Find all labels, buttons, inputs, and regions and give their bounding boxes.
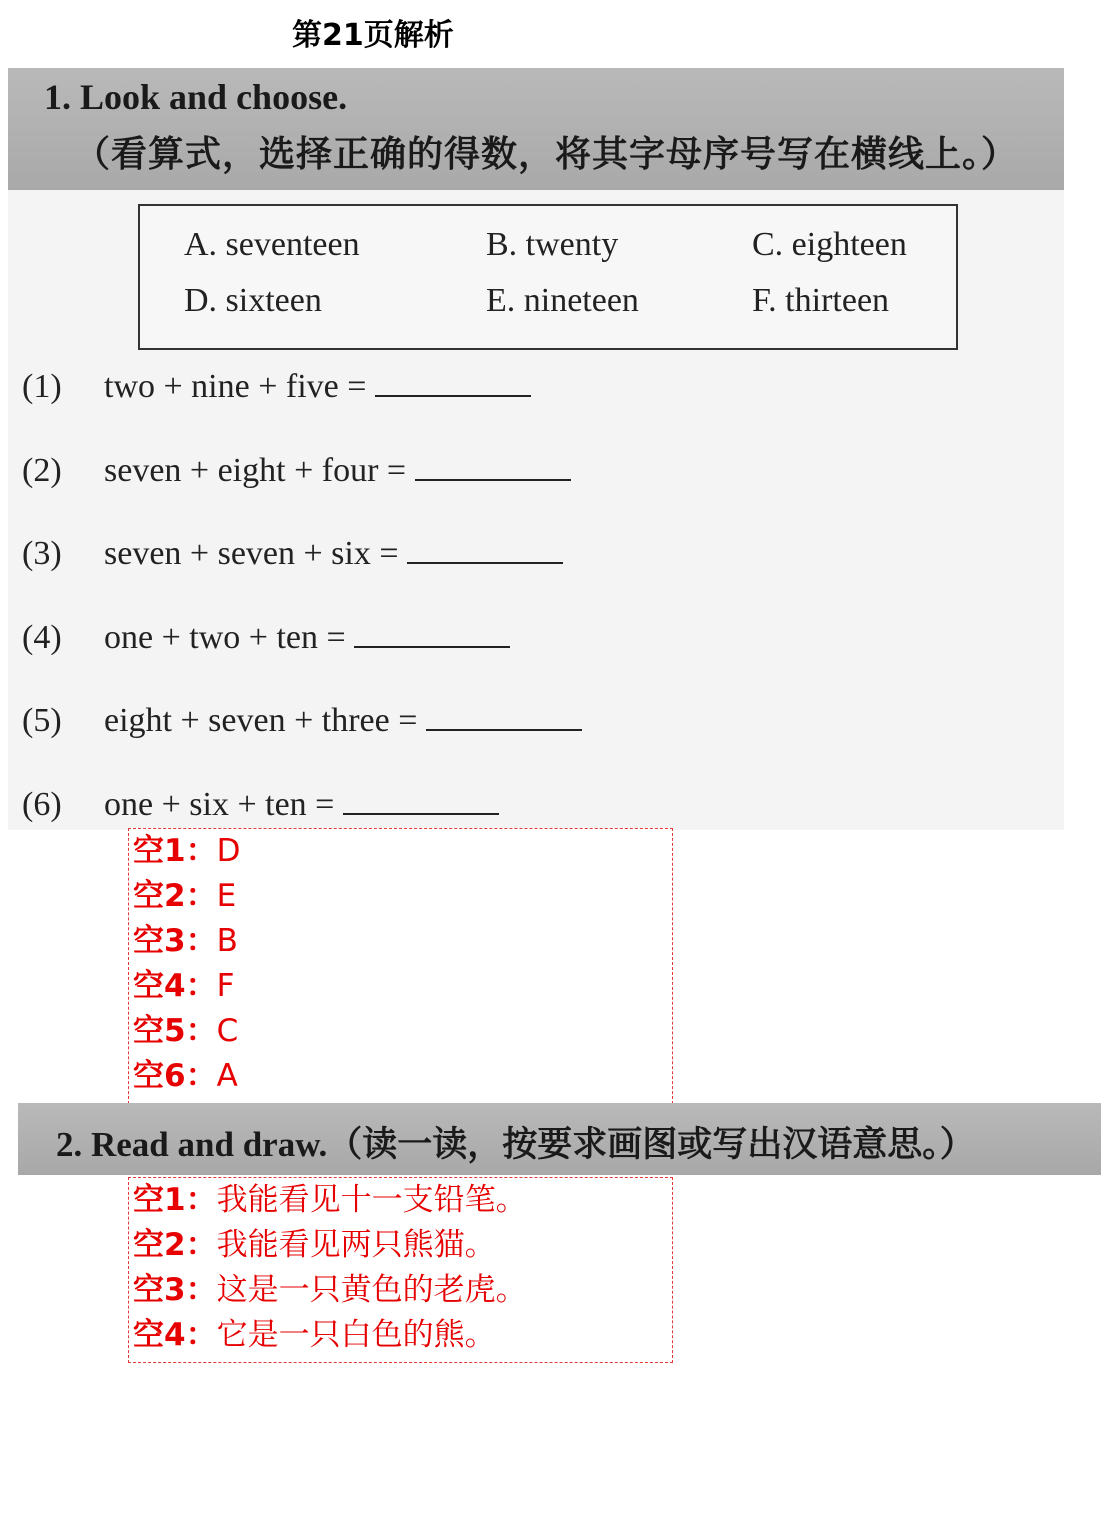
option-c: C. eighteen	[752, 226, 907, 263]
answer-value: F	[216, 968, 235, 1004]
question-5	[22, 702, 582, 740]
answer-line	[129, 1223, 672, 1268]
answer-line	[129, 964, 672, 1009]
option-e: E. nineteen	[486, 282, 639, 319]
answer-label: 空3：	[133, 1272, 217, 1308]
answer-label: 空6：	[133, 1058, 217, 1094]
answer-blank	[354, 620, 510, 648]
question-number: (1)	[22, 368, 62, 405]
answer-value: 这是一只黄色的老虎。	[216, 1272, 527, 1308]
question-text: seven + seven + six =	[104, 535, 399, 572]
exercise-2-title: 2. Read and draw.（读一读，按要求画图或写出汉语意思。）	[56, 1125, 975, 1164]
answer-line	[129, 1268, 672, 1313]
option-b: B. twenty	[486, 226, 619, 263]
answer-line	[129, 1313, 672, 1358]
exercise-2-header	[18, 1103, 1101, 1175]
question-3	[22, 535, 563, 573]
question-text: two + nine + five =	[104, 368, 367, 405]
answer-label: 空1：	[133, 1182, 217, 1218]
exercise-1-header	[8, 68, 1064, 190]
question-text: one + two + ten =	[104, 619, 346, 656]
answer-blank	[415, 453, 571, 481]
option-d: D. sixteen	[184, 282, 322, 319]
answer-line	[129, 1054, 672, 1099]
answer-line	[129, 1009, 672, 1054]
answer-label: 空1：	[133, 833, 217, 869]
question-text: one + six + ten =	[104, 786, 335, 823]
answer-label: 空2：	[133, 878, 217, 914]
answer-label: 空3：	[133, 923, 217, 959]
options-box	[138, 204, 958, 350]
question-1	[22, 368, 531, 406]
answer-line	[129, 1178, 672, 1223]
question-6	[22, 786, 499, 824]
question-4	[22, 619, 510, 657]
option-a: A. seventeen	[184, 226, 360, 263]
answer-label: 空4：	[133, 1317, 217, 1353]
answer-value: E	[216, 878, 237, 914]
answer-value: 我能看见两只熊猫。	[216, 1227, 496, 1263]
answer-line	[129, 874, 672, 919]
answer-label: 空5：	[133, 1013, 217, 1049]
answer-line	[129, 829, 672, 874]
answer-value: A	[216, 1058, 238, 1094]
question-number: (3)	[22, 535, 62, 572]
question-text: seven + eight + four =	[104, 452, 407, 489]
answer-label: 空4：	[133, 968, 217, 1004]
answer-blank	[407, 536, 563, 564]
question-number: (5)	[22, 702, 62, 739]
exercise-2-answers	[128, 1177, 673, 1363]
answer-blank	[343, 787, 499, 815]
exercise-1-scan	[8, 68, 1064, 830]
answer-blank	[375, 369, 531, 397]
exercise-1-answers	[128, 828, 673, 1104]
answer-value: B	[216, 923, 238, 959]
question-number: (2)	[22, 452, 62, 489]
question-text: eight + seven + three =	[104, 702, 418, 739]
page-title: 第21页解析	[292, 18, 454, 53]
question-2	[22, 452, 571, 490]
exercise-1-title: 1. Look and choose.	[44, 77, 348, 117]
answer-line	[129, 919, 672, 964]
answer-value: 我能看见十一支铅笔。	[216, 1182, 527, 1218]
answer-value: C	[216, 1013, 239, 1049]
exercise-1-instruction: （看算式，选择正确的得数，将其字母序号写在横线上。）	[74, 134, 1019, 174]
question-number: (6)	[22, 786, 62, 823]
answer-value: D	[216, 833, 241, 869]
answer-blank	[426, 703, 582, 731]
question-number: (4)	[22, 619, 62, 656]
option-f: F. thirteen	[752, 282, 890, 319]
answer-value: 它是一只白色的熊。	[216, 1317, 496, 1353]
answer-label: 空2：	[133, 1227, 217, 1263]
